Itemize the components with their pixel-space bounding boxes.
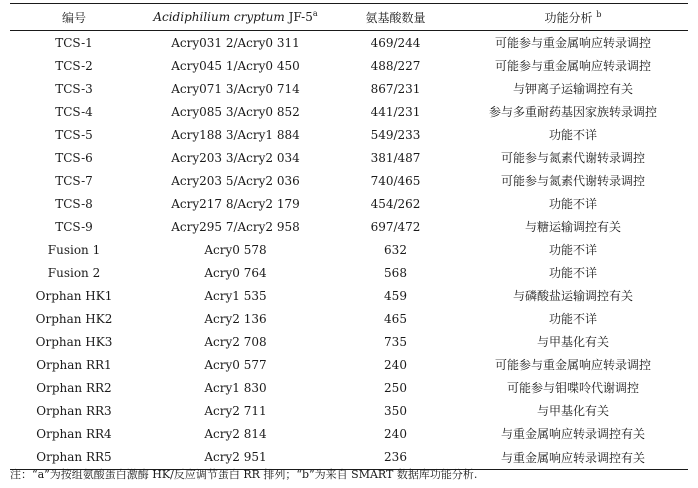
cell-func: 与糖运输调控有关 bbox=[524, 220, 621, 234]
table-row bbox=[10, 330, 688, 353]
cell-gene: Acry2 136 bbox=[204, 311, 267, 326]
cell-gene: Acry2 711 bbox=[204, 403, 267, 418]
header-id bbox=[10, 4, 138, 31]
cell-id: Fusion 1 bbox=[47, 242, 101, 257]
cell-aa: 381/487 bbox=[370, 150, 421, 165]
cell-func: 与重金属响应转录调控有关 bbox=[458, 445, 688, 470]
table-row bbox=[10, 77, 688, 100]
table-row bbox=[10, 422, 688, 445]
cell-id: TCS-2 bbox=[55, 58, 93, 73]
table-row bbox=[10, 376, 688, 399]
header-aa-text: 氨基酸数量 bbox=[365, 10, 426, 25]
cell-id: TCS-6 bbox=[55, 150, 93, 165]
cell-id: Orphan RR4 bbox=[36, 426, 112, 441]
table-row bbox=[10, 192, 688, 215]
cell-id: Orphan RR2 bbox=[36, 380, 112, 395]
table-row bbox=[10, 54, 688, 77]
cell-func: 参与多重耐药基因家族转录调控 bbox=[488, 105, 657, 119]
cell-aa: 250 bbox=[384, 380, 407, 395]
cell-gene: Acry045 1/Acry0 450 bbox=[171, 58, 300, 73]
cell-gene: Acry0 764 bbox=[204, 265, 267, 280]
cell-aa: 236 bbox=[333, 445, 458, 470]
cell-id: Orphan HK3 bbox=[35, 334, 113, 349]
cell-id: Fusion 2 bbox=[47, 265, 101, 280]
cell-gene: Acry1 535 bbox=[204, 288, 267, 303]
table-row bbox=[10, 123, 688, 146]
cell-id: Orphan RR5 bbox=[10, 445, 138, 470]
cell-aa: 568 bbox=[384, 265, 407, 280]
cell-gene: Acry203 5/Acry2 036 bbox=[171, 173, 300, 188]
cell-gene: Acry031 2/Acry0 311 bbox=[171, 35, 300, 50]
cell-aa: 465 bbox=[384, 311, 407, 326]
header-organism-sup: a bbox=[312, 9, 318, 18]
cell-aa: 240 bbox=[384, 426, 407, 441]
cell-func: 与重金属响应转录调控有关 bbox=[500, 427, 645, 441]
cell-id: TCS-9 bbox=[55, 219, 93, 234]
header-row bbox=[10, 4, 688, 31]
table-row bbox=[10, 261, 688, 284]
header-organism-strain: JF-5 bbox=[284, 10, 313, 24]
cell-gene: Acry1 830 bbox=[204, 380, 267, 395]
cell-id: Orphan HK2 bbox=[35, 311, 113, 326]
cell-func: 与甲基化有关 bbox=[536, 335, 609, 349]
table-row bbox=[10, 238, 688, 261]
cell-gene: Acry0 578 bbox=[204, 242, 267, 257]
cell-aa: 454/262 bbox=[370, 196, 421, 211]
table-row bbox=[10, 284, 688, 307]
cell-gene: Acry203 3/Acry2 034 bbox=[171, 150, 300, 165]
cell-func: 可能参与重金属响应转录调控 bbox=[494, 59, 651, 73]
cell-id: TCS-1 bbox=[55, 35, 93, 50]
cell-aa: 441/231 bbox=[370, 104, 421, 119]
cell-func: 功能不详 bbox=[548, 128, 597, 142]
cell-aa: 469/244 bbox=[370, 35, 421, 50]
table-header bbox=[10, 4, 688, 31]
cell-aa: 697/472 bbox=[370, 219, 421, 234]
cell-aa: 632 bbox=[384, 242, 407, 257]
cell-aa: 549/233 bbox=[370, 127, 421, 142]
table-row bbox=[10, 31, 688, 55]
cell-func: 与甲基化有关 bbox=[536, 404, 609, 418]
header-func-text: 功能分析 bbox=[544, 10, 593, 25]
cell-func: 与钾离子运输调控有关 bbox=[512, 82, 633, 96]
table-row bbox=[10, 353, 688, 376]
cell-func: 功能不详 bbox=[548, 197, 597, 211]
cell-func: 功能不详 bbox=[548, 266, 597, 280]
cell-func: 可能参与重金属响应转录调控 bbox=[494, 358, 651, 372]
cell-gene: Acry188 3/Acry1 884 bbox=[171, 127, 300, 142]
table-row bbox=[10, 399, 688, 422]
cell-aa: 240 bbox=[384, 357, 407, 372]
cell-aa: 867/231 bbox=[370, 81, 421, 96]
cell-gene: Acry295 7/Acry2 958 bbox=[171, 219, 300, 234]
cell-func: 功能不详 bbox=[548, 243, 597, 257]
header-id-text: 编号 bbox=[61, 10, 86, 25]
table-row bbox=[10, 169, 688, 192]
cell-aa: 459 bbox=[384, 288, 407, 303]
cell-func: 可能参与重金属响应转录调控 bbox=[494, 36, 651, 50]
cell-aa: 735 bbox=[384, 334, 407, 349]
cell-func: 与磷酸盐运输调控有关 bbox=[512, 289, 633, 303]
table-row bbox=[10, 307, 688, 330]
cell-id: Orphan HK1 bbox=[35, 288, 113, 303]
table-row bbox=[10, 146, 688, 169]
header-func-sup: b bbox=[596, 9, 602, 19]
header-organism bbox=[138, 4, 333, 31]
gene-table bbox=[10, 3, 688, 470]
cell-gene: Acry2 814 bbox=[204, 426, 267, 441]
cell-func: 可能参与氮素代谢转录调控 bbox=[500, 174, 645, 188]
cell-id: Orphan RR3 bbox=[36, 403, 112, 418]
cell-func: 功能不详 bbox=[548, 312, 597, 326]
cell-id: TCS-3 bbox=[55, 81, 93, 96]
cell-aa: 350 bbox=[384, 403, 407, 418]
cell-id: TCS-7 bbox=[55, 173, 93, 188]
header-organism-name: Acidiphilium cryptum bbox=[153, 10, 285, 24]
cell-id: TCS-4 bbox=[55, 104, 93, 119]
cell-aa: 740/465 bbox=[370, 173, 421, 188]
cell-gene: Acry2 708 bbox=[204, 334, 267, 349]
cell-gene: Acry2 951 bbox=[138, 445, 333, 470]
table-row bbox=[10, 215, 688, 238]
cell-aa: 488/227 bbox=[370, 58, 421, 73]
cell-gene: Acry071 3/Acry0 714 bbox=[171, 81, 300, 96]
cell-func: 可能参与氮素代谢转录调控 bbox=[500, 151, 645, 165]
cell-gene: Acry0 577 bbox=[204, 357, 267, 372]
cell-id: Orphan RR1 bbox=[36, 357, 112, 372]
table-row bbox=[10, 100, 688, 123]
cell-gene: Acry085 3/Acry0 852 bbox=[171, 104, 300, 119]
header-func bbox=[458, 4, 688, 31]
cell-id: TCS-8 bbox=[55, 196, 93, 211]
cell-func: 可能参与钼喋呤代谢调控 bbox=[506, 381, 639, 395]
cell-id: TCS-5 bbox=[55, 127, 93, 142]
table-body bbox=[10, 31, 688, 470]
cell-gene: Acry217 8/Acry2 179 bbox=[171, 196, 300, 211]
header-aa bbox=[333, 4, 458, 31]
table-footnote: 注：“a”为按组氨酸蛋白激酶 HK/反应调节蛋白 RR 排列；“b”为来自 SMART 数据库功能分析. bbox=[10, 468, 478, 481]
